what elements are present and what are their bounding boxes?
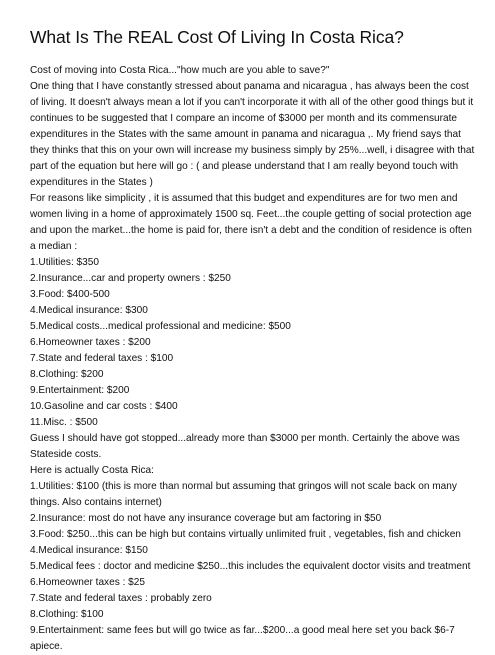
list-item: 9.Entertainment: $200 xyxy=(30,385,130,396)
list-item: 3.Food: $250...this can be high but contains virtually unlimited fruit , vegetables, fish and chicken xyxy=(30,529,461,540)
list-item: 5.Medical fees : doctor and medicine $250...this includes the equivalent doctor visits and treatment xyxy=(30,561,471,572)
document-page xyxy=(30,26,476,655)
list-item: 2.Insurance...car and property owners : $250 xyxy=(30,273,231,284)
paragraph: One thing that I have constantly stressed about panama and nicaragua , has always been the cost of living. It doesn't always mean a lot if you can't incorporate it with all of the other good things but it continues to be suggested that I compare an income of $3000 per month and its commensurate expenditures in the States with the same amount in panama and nicaragua ,. My friend says that they thinks that this on your own will increase my business simply by 25%...well, i disagree with that part of the equation but here will go : ( and please understand that I am really beyond touch with expenditures in the States ) xyxy=(30,81,475,188)
list-item: 8.Clothing: $200 xyxy=(30,369,104,380)
list-item: 6.Homeowner taxes : $25 xyxy=(30,577,146,588)
list-item: 1.Utilities: $100 (this is more than normal but assuming that gringos will not scale back on many things. Also contains internet) xyxy=(30,481,457,508)
list-item: 11.Misc. : $500 xyxy=(30,417,98,428)
list-item: 7.State and federal taxes : probably zero xyxy=(30,593,212,604)
list-item: 1.Utilities: $350 xyxy=(30,257,100,268)
list-item: 10.Gasoline and car costs : $400 xyxy=(30,401,178,412)
paragraph: Guess I should have got stopped...already more than $3000 per month. Certainly the above was Stateside costs. xyxy=(30,433,460,460)
paragraph: For reasons like simplicity , it is assumed that this budget and expenditures are for two men and women living in a home of approximately 1500 sq. Feet...the couple getting of social protection age and upon the market...the home is paid for, there isn't a debt and the condition of residence is often a median : xyxy=(30,193,472,252)
list-item: 2.Insurance: most do not have any insurance coverage but am factoring in $50 xyxy=(30,513,382,524)
list-item: 4.Medical insurance: $150 xyxy=(30,545,148,556)
list-item: 6.Homeowner taxes : $200 xyxy=(30,337,151,348)
list-item: 5.Medical costs...medical professional and medicine: $500 xyxy=(30,321,291,332)
list-item: 8.Clothing: $100 xyxy=(30,609,104,620)
list-item: 9.Entertainment: same fees but will go twice as far...$200...a good meal here set you back $6-7 apiece. xyxy=(30,625,455,652)
paragraph: Here is actually Costa Rica: xyxy=(30,465,154,476)
us-expense-list xyxy=(30,255,476,431)
list-item: 7.State and federal taxes : $100 xyxy=(30,353,174,364)
list-item: 4.Medical insurance: $300 xyxy=(30,305,148,316)
intro-heading: Cost of moving into Costa Rica..."how much are you able to save?" xyxy=(30,65,330,76)
page-title: What Is The REAL Cost Of Living In Costa Rica? xyxy=(30,27,404,47)
document-body xyxy=(30,63,476,655)
list-item: 3.Food: $400-500 xyxy=(30,289,110,300)
costa-rica-expense-list xyxy=(30,479,476,655)
